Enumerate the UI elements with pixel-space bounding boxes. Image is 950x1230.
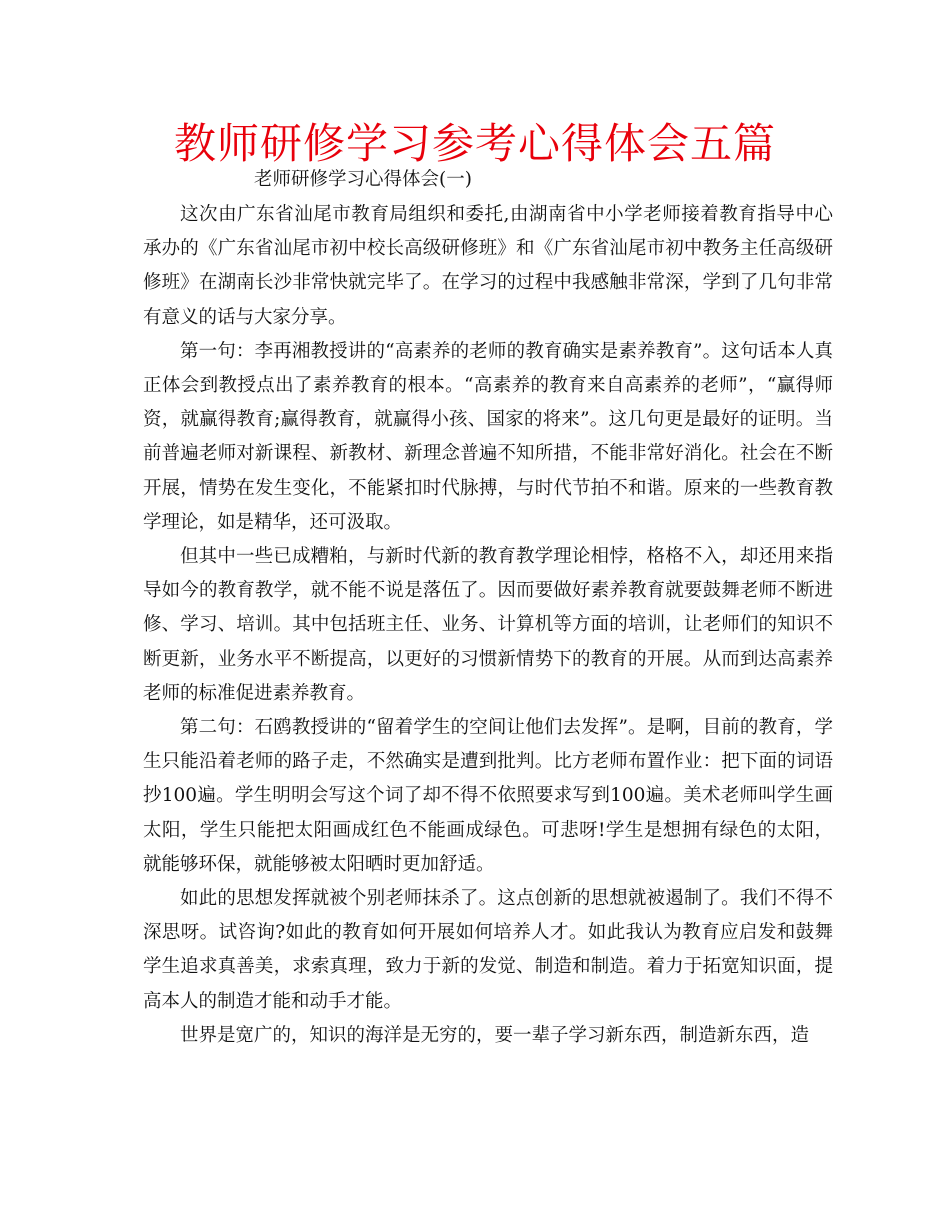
paragraph: 但其中一些已成糟粕，与新时代新的教育教学理论相悖，格格不入，却还用来指导如今的教育教学，就不能不说是落伍了。因而要做好素养教育就要鼓舞老师不断进修、学习、培训。其中包括班主任、业务、计算机等方面的培训，让老师们的知识不断更新，业务水平不断提高，以更好的习惯新情势下的教育的开展。从而到达高素养老师的标准促进素养教育。 — [143, 546, 833, 704]
document-subtitle: 老师研修学习心得体会(一) — [254, 169, 472, 190]
paragraph: 第二句：石鸥教授讲的“留着学生的空间让他们去发挥”。是啊，目前的教育，学生只能沿着老师的路子走，不然确实是遭到批判。比方老师布置作业：把下面的词语抄100遍。学生明明会写这个词了却不得不依照要求写到100遍。美术老师叫学生画太阳，学生只能把太阳画成红色不能画成绿色。可悲呀!学生是想拥有绿色的太阳，就能够环保，就能够被太阳晒时更加舒适。 — [143, 717, 833, 875]
paragraph: 如此的思想发挥就被个别老师抹杀了。这点创新的思想就被遏制了。我们不得不深思呀。试咨询?如此的教育如何开展如何培养人才。如此我认为教育应启发和鼓舞学生追求真善美，求索真理，致力于新的发觉、制造和制造。着力于拓宽知识面，提高本人的制造才能和动手才能。 — [143, 888, 833, 1012]
paragraph: 这次由广东省汕尾市教育局组织和委托,由湖南省中小学老师接着教育指导中心承办的《广东省汕尾市初中校长高级研修班》和《广东省汕尾市初中教务主任高级研修班》在湖南长沙非常快就完毕了。在学习的过程中我感触非常深，学到了几句非常有意义的话与大家分享。 — [143, 204, 833, 328]
document-title: 教师研修学习参考心得体会五篇 — [173, 119, 776, 168]
paragraph: 世界是宽广的，知识的海洋是无穷的，要一辈子学习新东西，制造新东西，造 — [180, 1024, 810, 1046]
paragraph: 第一句：李再湘教授讲的“高素养的老师的教育确实是素养教育”。这句话本人真正体会到教授点出了素养教育的根本。“高素养的教育来自高素养的老师”，“赢得师资，就赢得教育;赢得教育，就赢得小孩、国家的将来”。这几句更是最好的证明。当前普遍老师对新课程、新教材、新理念普遍不知所措，不能非常好消化。社会在不断开展，情势在发生变化，不能紧扣时代脉搏，与时代节拍不和谐。原来的一些教育教学理论，如是精华，还可汲取。 — [143, 340, 833, 533]
document-body — [143, 198, 833, 1053]
